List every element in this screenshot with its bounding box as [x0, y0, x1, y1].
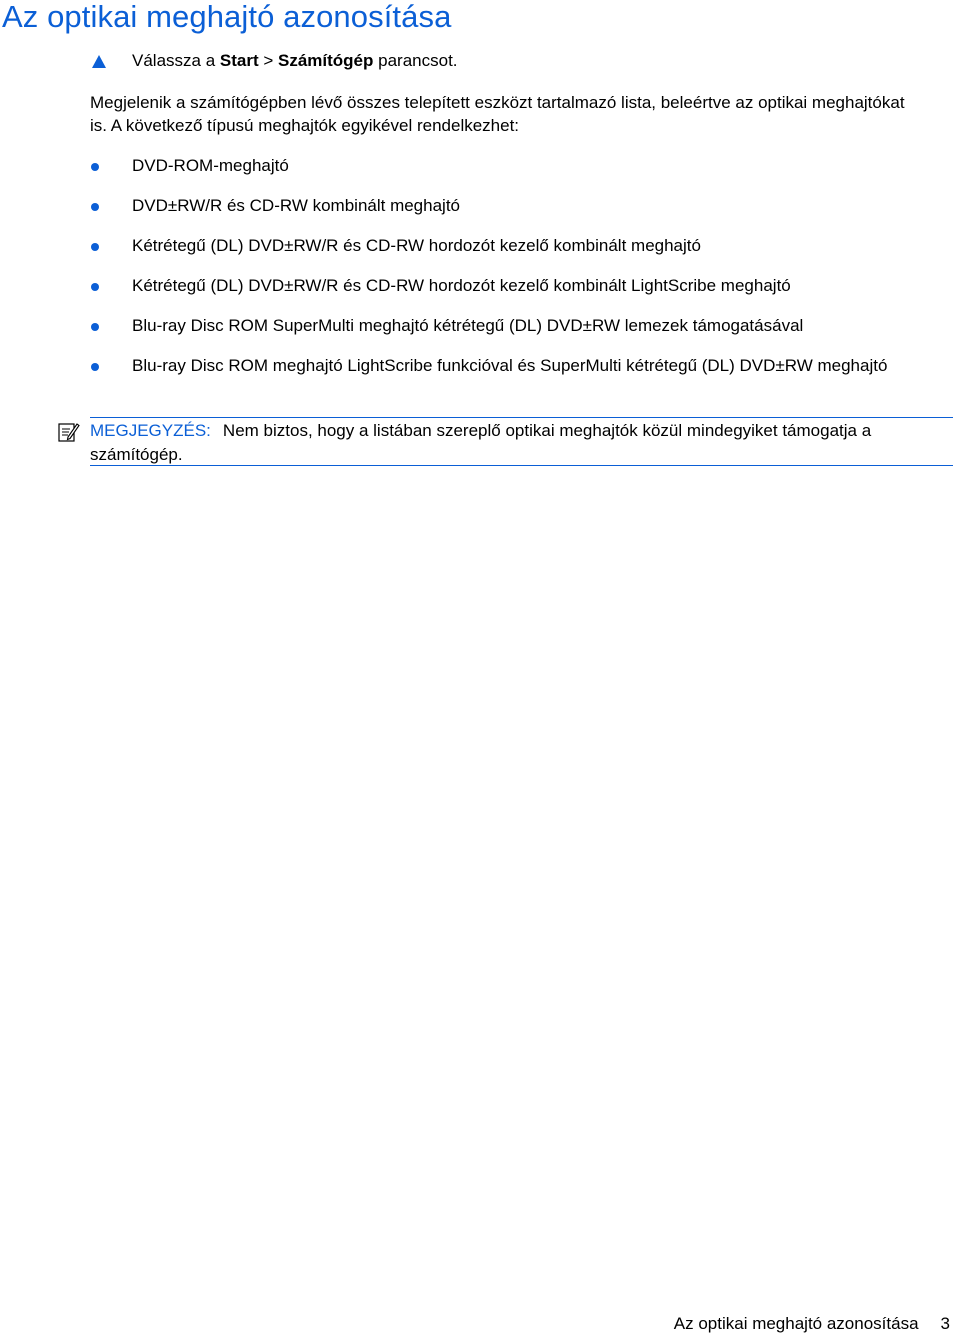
list-item: DVD±RW/R és CD-RW kombinált meghajtó	[90, 194, 950, 234]
triangle-bullet-icon	[92, 55, 106, 68]
step-text: Válassza a Start > Számítógép parancsot.	[132, 51, 458, 70]
dot-bullet-icon	[91, 323, 99, 331]
note-block	[90, 419, 960, 467]
list-item: Kétrétegű (DL) DVD±RW/R és CD-RW hordozót kezelő kombinált meghajtó	[90, 234, 950, 274]
note-top-rule	[90, 417, 953, 418]
dot-bullet-icon	[91, 203, 99, 211]
list-item: Blu-ray Disc ROM SuperMulti meghajtó kétrétegű (DL) DVD±RW lemezek támogatásával	[90, 314, 950, 354]
list-item: Kétrétegű (DL) DVD±RW/R és CD-RW hordozót kezelő kombinált LightScribe meghajtó	[90, 274, 950, 314]
page-number: 3	[940, 1314, 950, 1333]
note-pencil-icon	[58, 421, 80, 443]
page-title: Az optikai meghajtó azonosítása	[2, 0, 452, 34]
list-item: DVD-ROM-meghajtó	[90, 154, 950, 194]
list-item: Blu-ray Disc ROM meghajtó LightScribe funkcióval és SuperMulti kétrétegű (DL) DVD±RW meghajtó	[90, 354, 950, 400]
note-label: MEGJEGYZÉS:	[90, 421, 211, 440]
dot-bullet-icon	[91, 283, 99, 291]
dot-bullet-icon	[91, 363, 99, 371]
drive-type-list	[90, 154, 950, 400]
page-footer	[674, 1313, 950, 1335]
note-text: Nem biztos, hogy a listában szereplő optikai meghajtók közül mindegyiket támogatja a számítógép.	[90, 421, 872, 464]
dot-bullet-icon	[91, 243, 99, 251]
start-menu-label: Start	[219, 51, 259, 70]
computer-menu-label: Számítógép	[278, 51, 374, 70]
footer-section-title: Az optikai meghajtó azonosítása	[673, 1314, 919, 1333]
note-bottom-rule	[90, 465, 953, 466]
dot-bullet-icon	[91, 163, 99, 171]
intro-paragraph: Megjelenik a számítógépben lévő összes telepített eszközt tartalmazó lista, beleértve az optikai meghajtókat is. A következő típusú meghajtók egyikével rendelkezhet:	[90, 93, 905, 135]
